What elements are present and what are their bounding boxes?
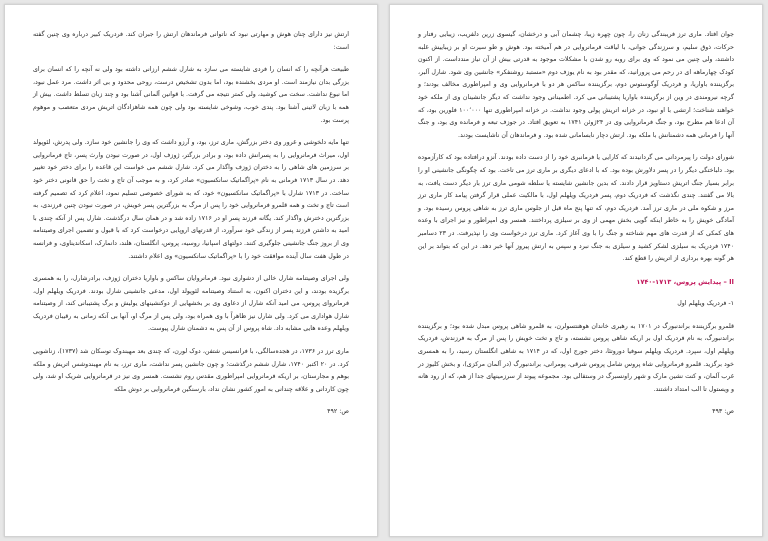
page-number: ص: ۴۹۲ xyxy=(327,408,349,416)
left-page xyxy=(4,4,378,537)
right-page-content xyxy=(418,29,734,524)
paragraph: ارتش نیز دارای چنان هوش و مهارتی نبود که ناتوانی فرماندهان ارتش را جبران کند. فردریک کبیر درباره وی چنین گفته است: xyxy=(33,31,349,51)
right-page xyxy=(389,4,763,537)
paragraph: جوان افتاد. ماری ترز فریبندگی زنان را، چون چهره زیبا، چشمان آبی و درخشان، گیسوی زرین دلفریب، زیبایی رفتار و حرکات، ذوق سلیم، و سرزندگی جوانی، با لیاقت فرمانروایی در هم آمیخته بود. هوش و طو سیرت او بر زیباییش غلبه داشتند، ولی چنین می نمود که وی برای روبه رو شدن با مشکلات موجود به قدرتی بیش از آن نیاز مندداست. از اکنون کودک چهارماهه ای در رحم می پرورانید، که مقدر بود به نام یوزف دوم «مستبد روشنفکر» جانشین وی شود. شارل آلبر، برگزیننده باواریا، و فردریک آوگوستوس دوم، برگزیننده ساکس هر دو با فرمانروایی وی و امپراطوری مخالف بودند؛ و گرچه نیرومندی در وین از برگزیننده باواریا پشتیبانی می کرد. اطمینانی وجود نداشت که دیگر جانشینان وی از ملکه خود خواهند شناخت؛ ارتشی با او نبود، در خزانه اتریش پولی وجود نداشت. در خزانه امپراطوری تنها ۱۰۰٬۰۰۰ فلورین بود، که آن ادعا هم مطرح بود، و جنگ فرمانروایی وی در ۲۴ژوئن ۱۷۴۱ به تعویق افتاد. در جوزف تبعه و فرمانده وی بود، و جنگ آنها را فرمانی همه دشمنانش با ملکه بود. ارتش دچار نابسامانی شده بود. و فرماندهان آن ناشایست بودند. xyxy=(418,31,734,139)
paragraph: شورای دولت را پیرمردانی می گردانیدند که کارایی یا فرمانبری خود را از دست داده بودند. آنزو درافتاده بود که کارآزموده بود. دلباختگی دیگر را در پسر دلاورش بوده بود. که با ادعای دیگری بر ماری ترز می تاخت. بود که چگونگی جانشینی او را برابر بسیار جنگ اتریش دستاویز قرار دادند. که بدین جانشین شایسته یا سلطه شومی ماری ترز بار دیگر دست یافت، به بالا می گفتند. چندی نگذشت که فردریک دوم، پسر فردریک ویلهلم اول، با مالکیت عملی قرار گرفتن پیامد کار ماری ترز مرز و شکوه ملی در ماری ترز آمد. فردریک دوم، که تنها پنج ماه قبل از جلوس ماری ترز به شاهی پروس رسیده بود. و آمادگی خویش را به خاطر اینکه گویی بخش مهمی از وی بر سیلزی پرداختند. همسر وی امپراطور و نیز اجرای با وعده های کمکی که از قدرت های مهم شناخته و جنگ را با وی آغاز کرد. ماری ترز درخواست وی را نپذیرفت. در ۲۳ دسامبر ۱۷۴۰ فردریک به سیلزی لشکر کشید و سیلزی به جنگ نبرد و سپس به ارتش پیروز آنها خبر دهد. در این که بتواند بر این هر گونه بهره برداری از اتریش را قطع کند. xyxy=(418,154,735,263)
paragraph: تنها مایه دلخوشی و غرور وی دختر بزرگش، ماری ترز، بود، و آرزو داشت که وی را جانشین خود سازد. ولی پدرش، لئوپولد اول، میراث فرمانروایی را به پسرانش داده بود، و برادر بزرگتر، ژوزف اول، در صورت نبودن وارث پسر، تاج فرمانروایی بر سرزمین های شاهی را به دختران ژوزف واگذار می کرد. شارل ششم می خواست این قاعده را برای دختر خود تغییر دهد. در سال ۱۷۱۳ فرمانی به نام «پراگماتیک سانکسیون» صادر کرد، و به موجب آن تاج و تخت را حق قانونی دختر خود ساخت. در ۱۷۱۳ شارل با «پراگماتیک سانکسیون» خود، که به شورای خصوصی تسلیم نمود، اعلام کرد که تصمیم گرفته است تاج و تخت و همه قلمرو فرمانروایی خود را پس از مرگ به بزرگترین پسر خویش، در صورت نبودن چنین فرزندی، به بزرگترین دخترش واگذار کند. یگانه فرزند پسر او در ۱۷۱۶ زاده شد و در همان سال درگذشت. شارل پس از آنکه چندی با امید به داشتن فرزند پسر از زندگی خود سرآورد، از قدرتهای اروپایی درخواست کرد که با قبول و تضمین اجرای وصیتنامه وی از بروز جنگ جانشینی جلوگیری کنند. دولتهای اسپانیا، روسیه، پروس، انگلستان، هلند، دانمارک، اسکاندیناوی، و فرانسه در طول هفت سال آینده موافقت خود را با «پراگماتیک سانکسیون» وی اعلام داشتند. xyxy=(33,139,350,260)
left-page-content xyxy=(33,29,349,524)
paragraph: ولی اجرای وصیتنامه شارل خالی از دشواری نبود. فرمانروایان ساکس و باواریا دختران ژوزف، برادرشارل، را به همسری برگزیده بودند، و این دختران اکنون، به استناد وصیتنامه لئوپولد اول، مدعی جانشینی شارل بودند. فردریک ویلهلم اول، فرمانروای پروس، می امید آنکه شارل از دعاوی وی بر بخشهایی از دوکنشینهای یولیش و برگ پشتیبانی کند، از وصیتنامه شارل هواداری می کرد. ولی شارل نیز ظاهراً با وی همراه بود، ولی پس از مرگ او، آنها بی آنکه زمانی به رقیبان فردریک ویلهلم وعده هایی مشابه داد. شاه پروس از آن پس به دشمنان شارل پیوست. xyxy=(33,275,349,333)
page-number: ص: ۴۹۳ xyxy=(712,408,734,416)
paragraph: طبیعت هرآنچه را که انسان را فردی شایسته می سازد به شارل ششم ارزانی داشته بود ولی نه آنچه را که انسان برای بزرگی بدان نیازمند است. او مردی بخشنده بود، اما بدون تشخیص درست، روحی محدود و بی اثر داشت. مرد عمل نبود، اما نبوغ نداشت. سخت می کوشید، ولی کمتر نتیجه می گرفت. با قوانین آلمانی آشنا بود و چند زبان تسلط داشت. بیش از همه با زبان لاتینی آشنا بود. پندی خوب، وشوخی شایسته بود ولی چون همه شاهزادگان اتریش مردی متعصب و موهوم پرست بود. xyxy=(33,66,349,124)
subsection-heading: ۱- فردریک ویلهلم اول xyxy=(677,300,734,308)
paragraph: ماری ترز در ۱۷۳۶، در هجده‌سالگی، با فرانسیس شتفن، دوک لورن، که چندی بعد مهبندوک توسکان شد (۱۷۳۷)، زناشویی کرد. در ۲۰ اکتبر ۱۷۴۰، شارل ششم درگذشت؛ و چون جانشین پسر نداشت، ماری ترز، به نام مهبندوشس اتریش و ملکه بوهم و مجارستان، بر اریکه فرمانروایی امپراطوری مقدس روم نشست. همسر وی نیز در فرمانروایی شریک او شد، ولی چون کاردانی و علاقه چندانی به امور کشور نشان نداد، بارسنگین فرمانروایی بر دوش ملکه xyxy=(33,348,349,393)
paragraph: قلمرو برگزیننده براندنبورگ در ۱۷۰۱ به رهبری خاندان هوهنتسولرن، به قلمرو شاهی پروس مبدل شده بود؛ و برگزیننده براندنبورگ، به نام فردریک اول بر اریکه شاهی پروس نشسته، و تاج و تخت خویش را پس از مرگ به فرزندش، فردریک ویلهلم اول، سپرد. فردریک ویلهلم سوفیا دوروتئا، دختر جورج اول، که در ۱۷۱۴ به شاهی انگلستان رسید، را به همسری خود برگزید. قلمرو فرمانروایی شاه پروس شامل پروس شرقی، پومرانی، براندنبورگ (در آلمان مرکزی)، و بخش کلیوز در غرب آلمان، و کنت نشین مارک و شهر راونسبرگ در وستفالی بود. مجموعه پیوند از سرزمینهای جدا از هم، که از رود هانه و ویستول تا الب امتداد داشتند. xyxy=(418,322,735,393)
section-heading: II – پیدایش پروس، ۱۷۱۳-۱۷۴۰ xyxy=(636,277,734,286)
